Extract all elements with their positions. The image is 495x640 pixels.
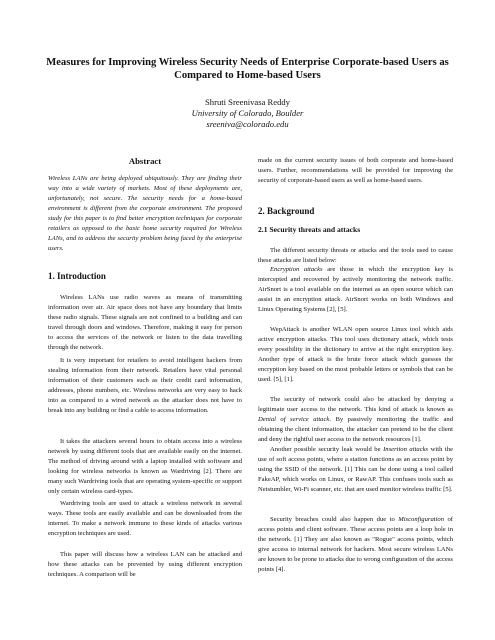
intro-paragraph-3: It takes the attackers several hours to obtain access into a wireless network by using different tools that are available easily on the internet. The method of driving around with a laptop installed with software and looking for wireless networks is known as Wardriving [2]. There are many such Wardriving tools that are operating system-specific or support only certain wireless card-types. [48,438,242,495]
intro-paragraph-1: Wireless LANs use radio waves as means of transmitting information over air. Air space does not have any boundary that limits these radio signals. These signals are not confined to a building and can travel through doors and windows. Therefore, making it easy for person to access the services of the network or listen to the data travelling through the network. [48,294,242,351]
abstract-text: Wireless LANs are being deployed ubiquitously. They are finding their way into a wide variety of markets. Most of these deployments are, unfortunately, not secure. The security needs for a home-based environment is different from the corporate environment. The proposed study for this paper is to find better encryption techniques for corporate retailers as opposed to the basic home security required for Wireless LANs, and to address the security problem being faced by the enterprise users. [48,175,242,252]
intro-paragraph-5-continued: made on the current security issues of both corporate and home-based users. Further, recommendations will be provided for improving the security of corporate-based users as well as home-based users. [258,157,453,184]
security-threats-heading: 2.1 Security threats and attacks [258,225,361,234]
insertion-term: Insertion attacks [383,446,429,453]
dos-text-b: . By passively monitoring the traffic and obtaining the client information, the attacker can pretend to be the client and deny the rightful user access to the network resources [1]. [258,416,453,443]
encryption-attacks-text: are those in which the encryption key is intercepted and recovered by actively monitoring the network traffic. AirSnort is a tool available on the internet as an open source which can assist in an encryption attack. AirSnort works on both Windows and Linux Operating Systems [2], [5]. [258,266,453,313]
dos-term: Denial of service attack [258,416,330,423]
intro-paragraph-5: This paper will discuss how a wireless LAN can be attacked and how these attacks can be prevented by using different encryption techniques. A comparison will be [48,551,242,578]
author-affiliation: University of Colorado, Boulder [191,108,304,118]
background-paragraph-2 [258,265,453,315]
background-paragraph-3: WepAttack is another WLAN open source Linux tool which aids active encryption attacks. This tool uses dictionary attack, which tests every possibility in the dictionary to arrive at the right encryption key. Another type of attack is the brute force attack which guesses the encryption key based on the most probable letters or symbols that can be used. [5], [1]. [258,326,453,383]
misconfig-term: Misconfiguration [398,516,445,523]
author-block [40,97,455,130]
insertion-text-b: with the use of soft access points, where a station functions as an access point by using the SSID of the network. [1] This can be done using a tool called FakeAP, which works on Linux, or RawAP. This confuses tools such as Netstumbler, Wi-Fi scanner, etc. that are used monitor wireless traffic [5]. [258,446,453,493]
intro-paragraph-4: Wardriving tools are used to attack a wireless network in several ways. These tools are easily available and can be downloaded from the internet. To make a network immune to these kinds of attacks various encryption techniques are used. [48,500,242,537]
insertion-text-a: Another possible security leak would be [270,446,384,453]
encryption-attacks-term: Encryption attacks [270,266,323,273]
background-paragraph-1: The different security threats or attacks and the tools used to cause these attacks are listed below: [258,247,453,264]
background-paragraph-5 [258,445,453,495]
misconfig-text-a: Security breaches could also happen due to [270,516,399,523]
paper-title: Measures for Improving Wireless Security Needs of Enterprise Corporate-based Users as Compared to Home-based Users [46,57,449,81]
author-name: Shruti Sreenivasa Reddy [205,97,290,107]
intro-heading: 1. Introduction [48,271,106,281]
intro-paragraph-2: It is very important for retailers to avoid intelligent hackers from stealing information from their network. Retailers have vital personal information of their customers such as their credit card information, addresses, phone numbers, etc. Wireless networks are very easy to hack into as compared to a wired network as the attacker does not have to break into any building or find a cable to access information. [48,357,242,414]
misconfig-text-b: of access points and client software. These access points are a loop hole in the network. [1] They are also known as "Rogue" access points, which give access to internal network for hackers. Most secure wireless LANs are known to be prone to attacks due to wrong configuration of the access points [4]. [258,516,453,573]
author-email: sreeniva@colorado.edu [206,119,289,129]
abstract-heading: Abstract [128,156,162,166]
background-heading: 2. Background [258,206,315,216]
background-paragraph-6 [258,515,453,575]
dos-text-a: The security of network could also be attacked by denying a legitimate user access to the network. This kind of attack is known as [258,396,453,413]
background-paragraph-4 [258,395,453,445]
